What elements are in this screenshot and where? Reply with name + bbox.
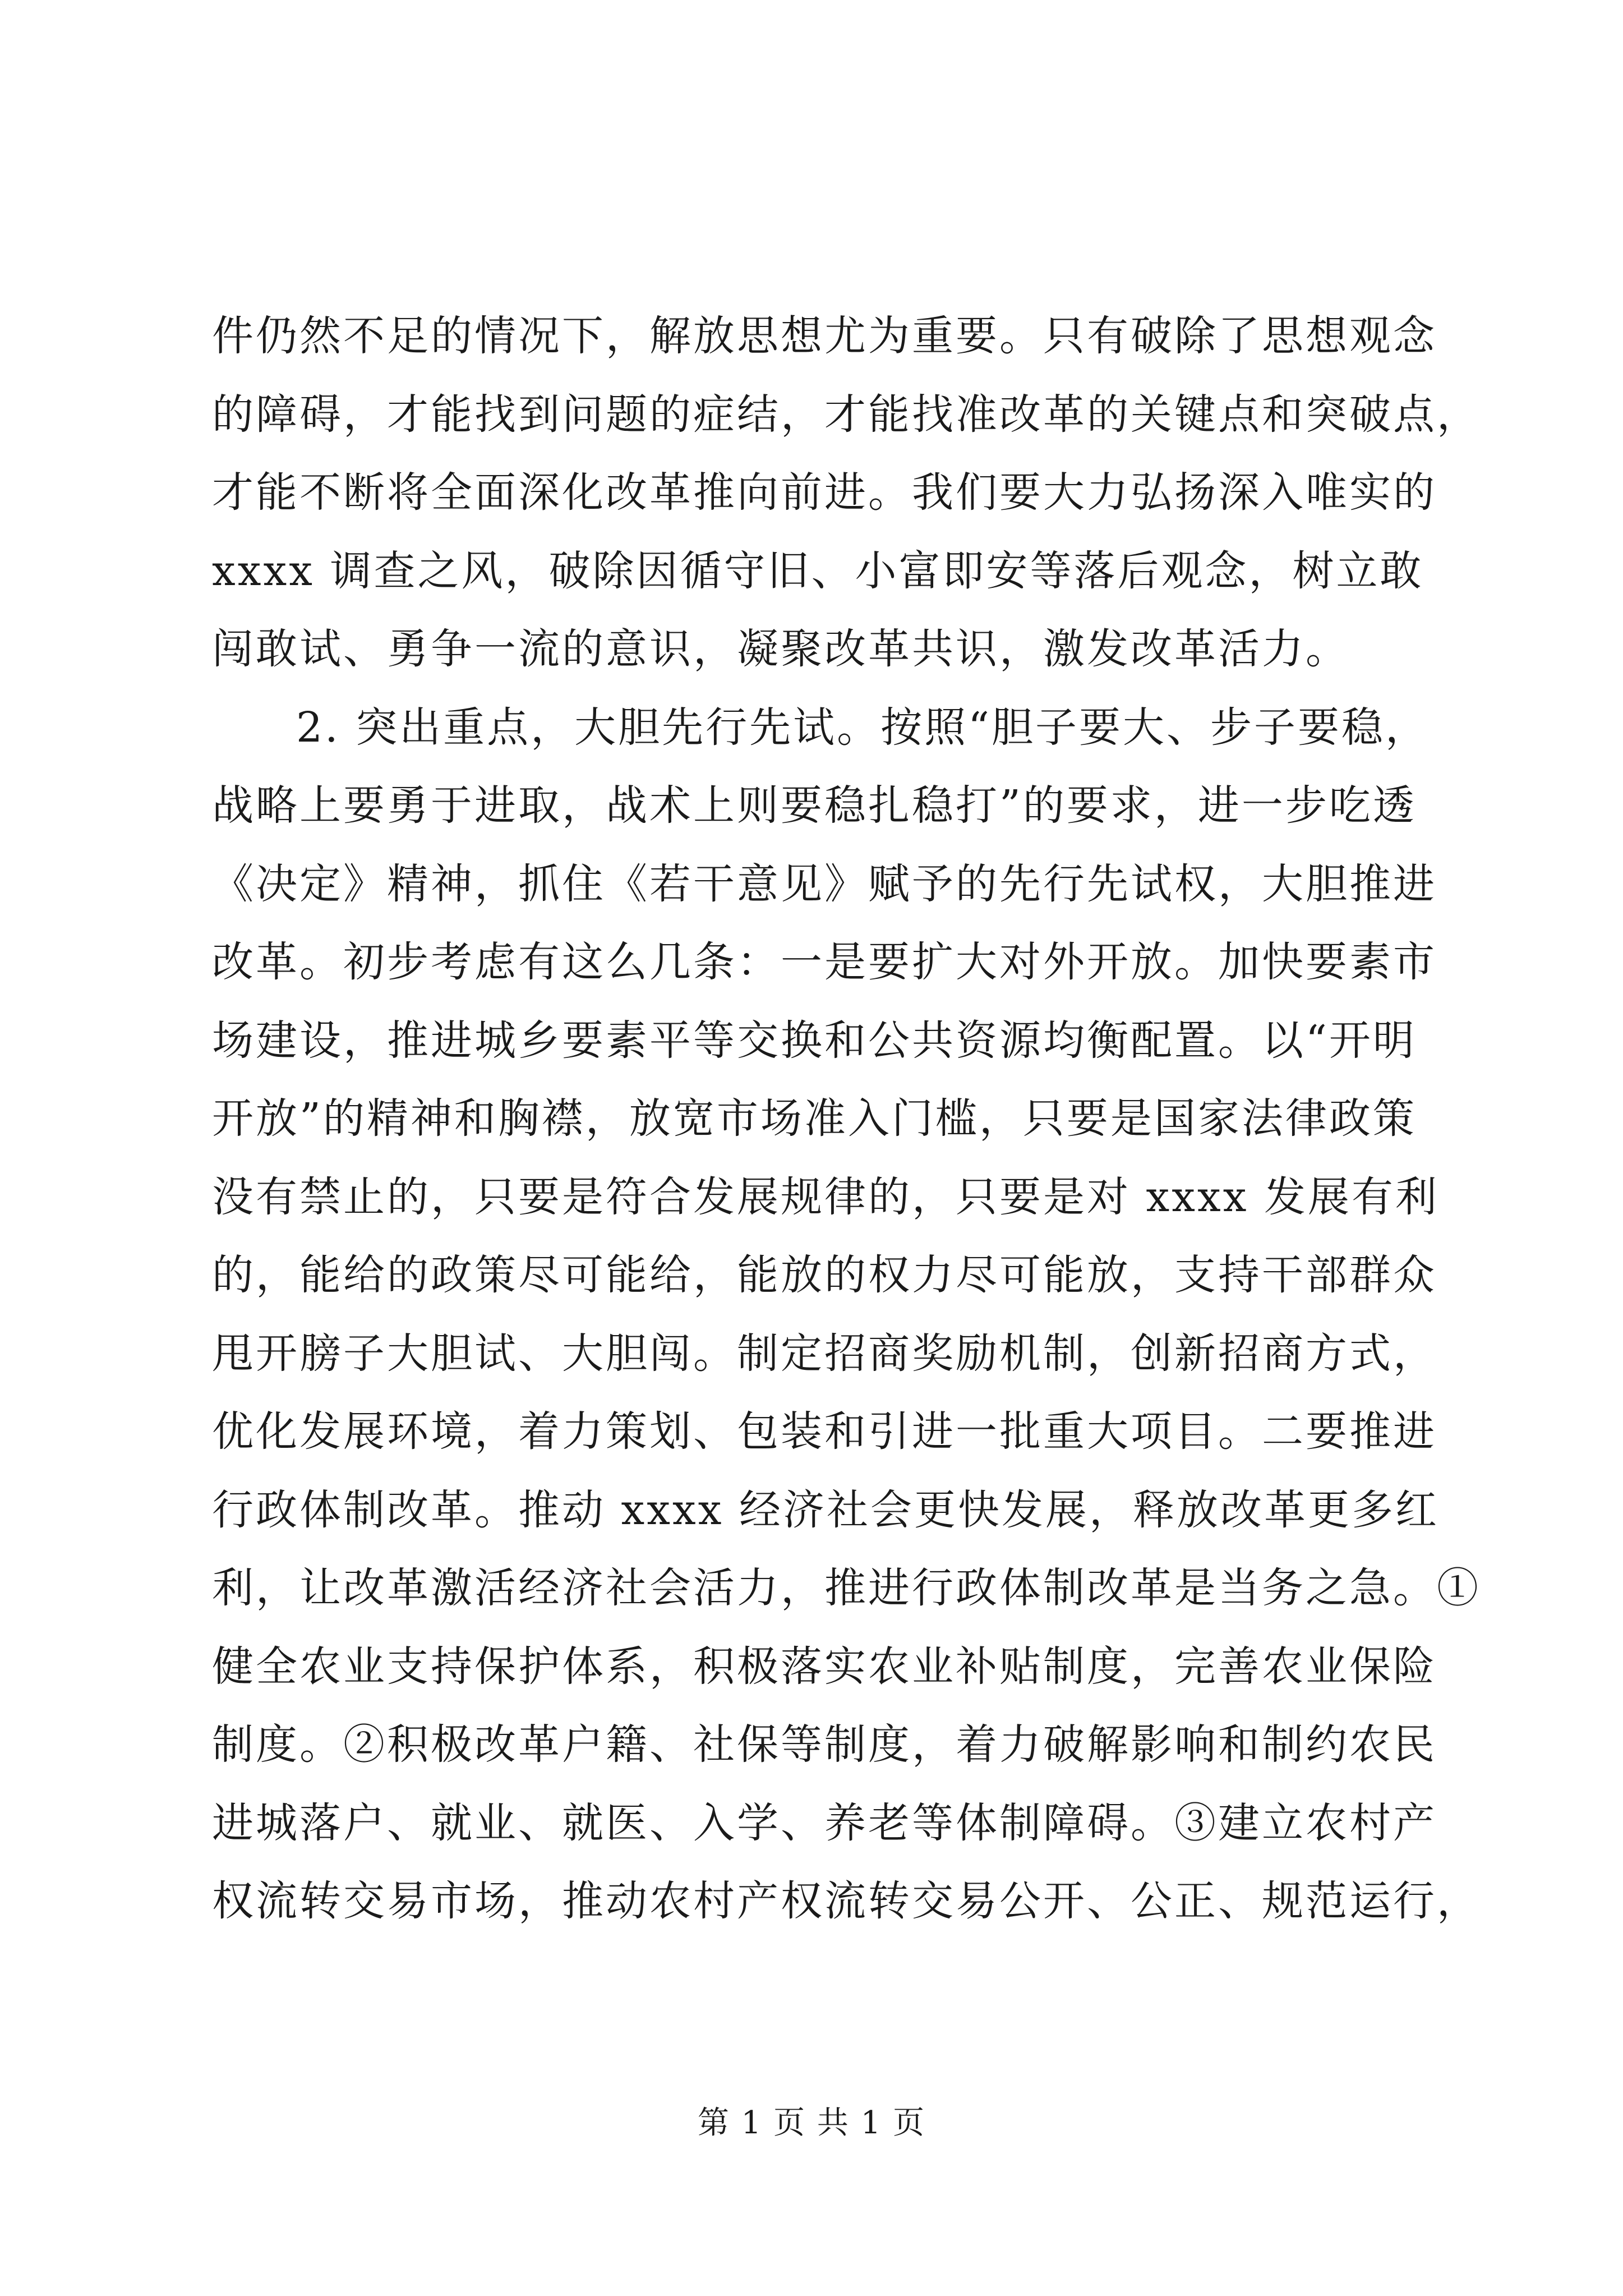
text-line: 战略上要勇于进取，战术上则要稳扎稳打”的要求，进一步吃透 xyxy=(212,781,1417,830)
text-line: 甩开膀子大胆试、大胆闯。制定招商奖励机制，创新招商方式， xyxy=(212,1329,1437,1378)
text-line: 的障碍，才能找到问题的症结，才能找准改革的关键点和突破点， xyxy=(212,390,1481,439)
text-line: 优化发展环境，着力策划、包装和引进一批重大项目。二要推进 xyxy=(212,1407,1437,1456)
text-line: 才能不断将全面深化改革推向前进。我们要大力弘扬深入唯实的 xyxy=(212,468,1437,517)
text-line: 没有禁止的，只要是符合发展规律的，只要是对 xxxx 发展有利 xyxy=(212,1172,1439,1221)
text-line: 的，能给的政策尽可能给，能放的权力尽可能放，支持干部群众 xyxy=(212,1251,1437,1299)
text-line: 件仍然不足的情况下，解放思想尤为重要。只有破除了思想观念 xyxy=(212,312,1437,360)
text-line: 权流转交易市场，推动农村产权流转交易公开、公正、规范运行， xyxy=(212,1877,1481,1925)
text-line: 开放”的精神和胸襟，放宽市场准入门槛，只要是国家法律政策 xyxy=(212,1094,1417,1143)
text-line: 行政体制改革。推动 xxxx 经济社会更快发展，释放改革更多红 xyxy=(212,1485,1439,1534)
paragraph-start-line: 2. 突出重点，大胆先行先试。按照“胆子要大、步子要稳， xyxy=(296,703,1429,752)
text-line: 制度。②积极改革户籍、社保等制度，着力破解影响和制约农民 xyxy=(212,1720,1437,1769)
text-line: xxxx 调查之风，破除因循守旧、小富即安等落后观念，树立敢 xyxy=(212,546,1424,595)
text-line: 健全农业支持保护体系，积极落实农业补贴制度，完善农业保险 xyxy=(212,1642,1437,1691)
text-line: 闯敢试、勇争一流的意识，凝聚改革共识，激发改革活力。 xyxy=(212,625,1349,673)
text-line: 《决定》精神，抓住《若干意见》赋予的先行先试权，大胆推进 xyxy=(212,859,1437,908)
text-line: 进城落户、就业、就医、入学、养老等体制障碍。③建立农村产 xyxy=(212,1798,1437,1847)
page-footer: 第 1 页 共 1 页 xyxy=(697,2105,926,2141)
text-line: 场建设，推进城乡要素平等交换和公共资源均衡配置。以“开明 xyxy=(212,1016,1417,1065)
text-line: 改革。初步考虑有这么几条：一是要扩大对外开放。加快要素市 xyxy=(212,938,1437,986)
document-body xyxy=(212,297,1481,1941)
text-line: 利，让改革激活经济社会活力，推进行政体制改革是当务之急。① xyxy=(212,1564,1481,1612)
